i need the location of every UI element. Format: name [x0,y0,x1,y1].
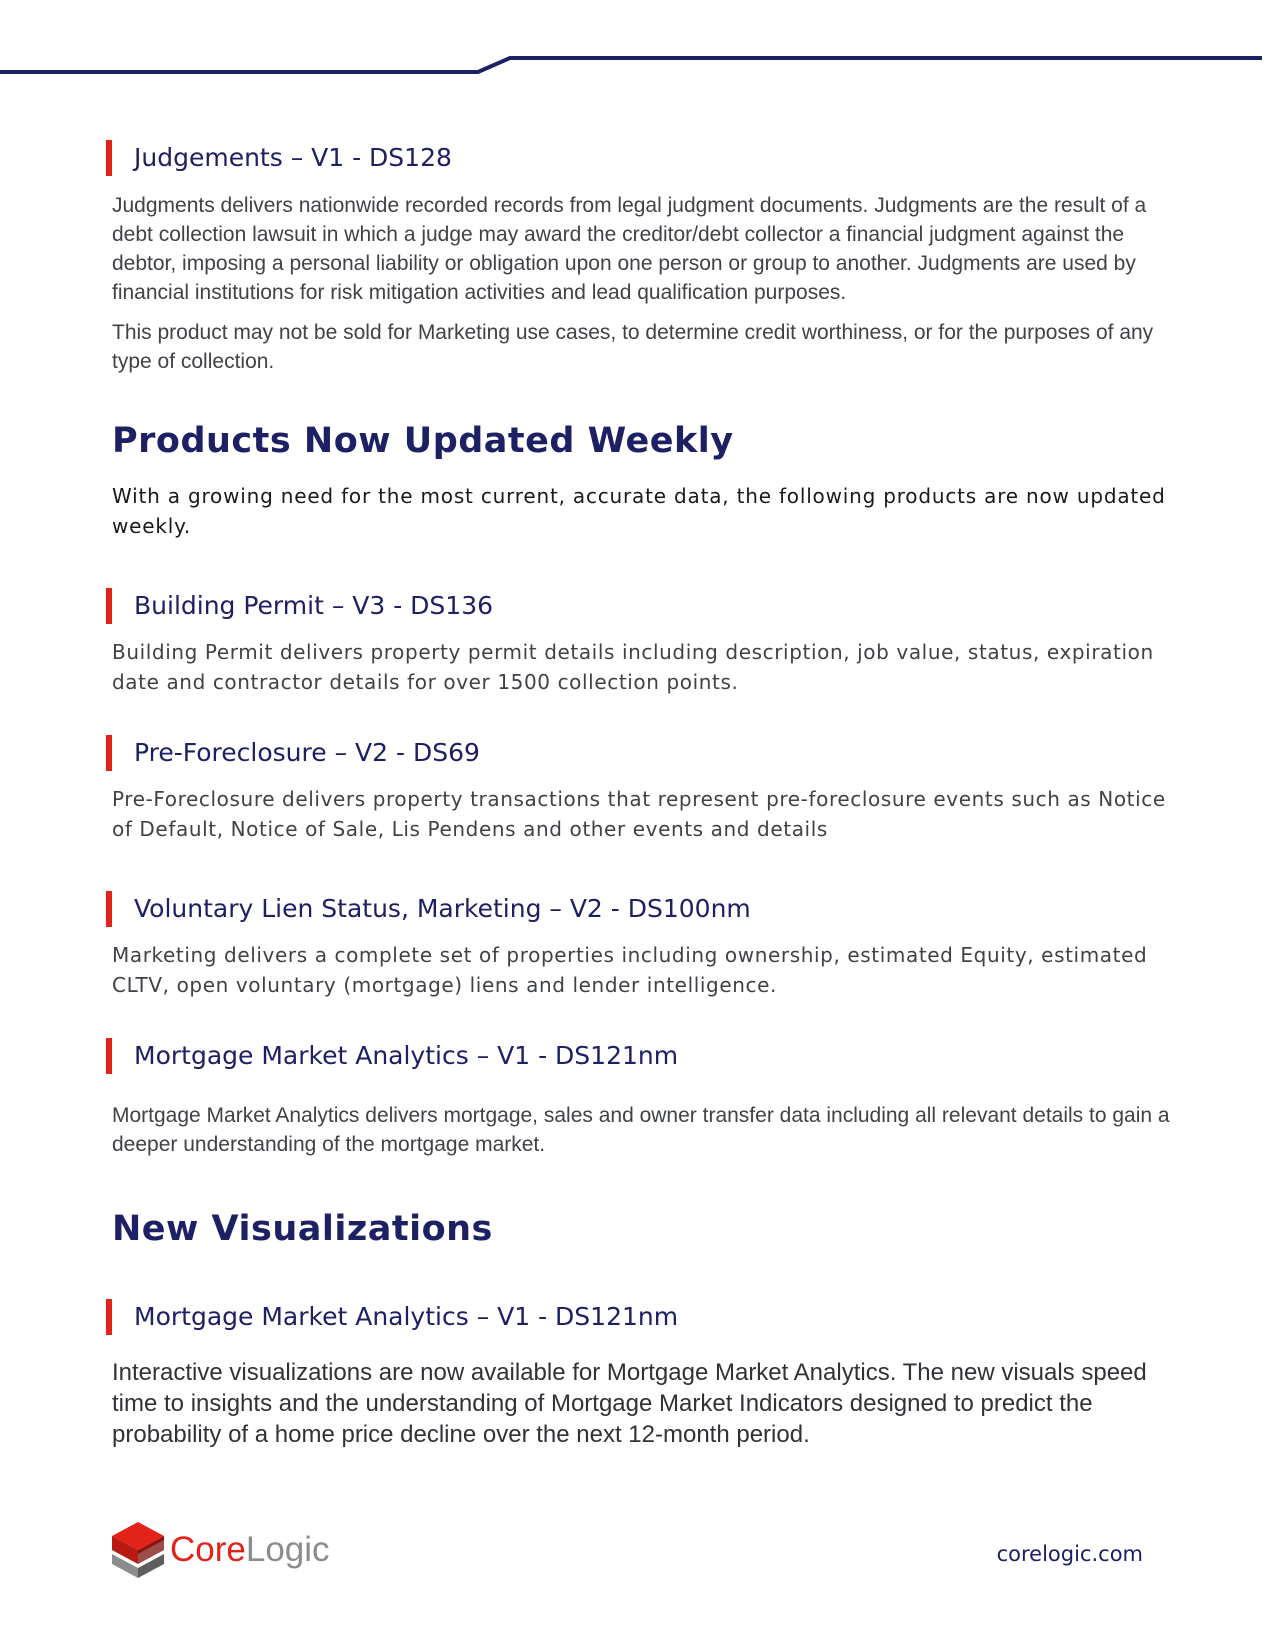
judgements-paragraph-2: This product may not be sold for Marketing use cases, to determine credit worthiness, or for the purposes of any type of collection. [112,321,1154,373]
visualizations-product-title: Mortgage Market Analytics – V1 - DS121nm [106,1299,678,1335]
weekly-section-title: Products Now Updated Weekly [112,421,734,461]
voluntary-lien-title: Voluntary Lien Status, Marketing – V2 - DS100nm [106,891,751,927]
website-link[interactable]: corelogic.com [996,1542,1143,1566]
visualizations-section-title: New Visualizations [112,1209,493,1249]
header-divider-line [0,54,1275,84]
mortgage-market-analytics-title: Mortgage Market Analytics – V1 - DS121nm [106,1038,678,1074]
judgements-title: Judgements – V1 - DS128 [106,140,452,176]
corelogic-logo [110,1520,340,1580]
voluntary-lien-description: Marketing delivers a complete set of properties including ownership, estimated Equity, estimated CLTV, open voluntary (mortgage) liens and lender intelligence. [112,943,1148,997]
pre-foreclosure-description: Pre-Foreclosure delivers property transactions that represent pre-foreclosure events such as Notice of Default, Notice of Sale, Lis Pendens and other events and details [112,787,1166,841]
building-permit-title: Building Permit – V3 - DS136 [106,588,493,624]
logo-logic-text: Logic [245,1530,330,1569]
corelogic-wordmark [170,1530,330,1570]
weekly-section-intro: With a growing need for the most current, accurate data, the following products are now updated weekly. [112,484,1166,538]
judgements-description [112,191,1172,376]
corelogic-logo-mark-icon [110,1520,166,1580]
logo-core-text: Core [170,1530,246,1569]
building-permit-description: Building Permit delivers property permit details including description, job value, status, expiration date and contractor details for over 1500 collection points. [112,640,1154,694]
mortgage-market-analytics-description: Mortgage Market Analytics delivers mortgage, sales and owner transfer data including all relevant details to gain a deeper understanding of the mortgage market. [112,1104,1170,1156]
judgements-paragraph-1: Judgments delivers nationwide recorded records from legal judgment documents. Judgments are the result of a debt collection lawsuit in which a judge may award the creditor/debt collector a financial judgment against the debtor, imposing a personal liability or obligation upon one person or group to another. Judgments are used by financial institutions for risk mitigation activities and lead qualification purposes. [112,194,1147,304]
pre-foreclosure-title: Pre-Foreclosure – V2 - DS69 [106,735,480,771]
visualizations-description: Interactive visualizations are now available for Mortgage Market Analytics. The new visuals speed time to insights and the understanding of Mortgage Market Indicators designed to predict the probability of a home price decline over the next 12-month period. [112,1359,1147,1448]
